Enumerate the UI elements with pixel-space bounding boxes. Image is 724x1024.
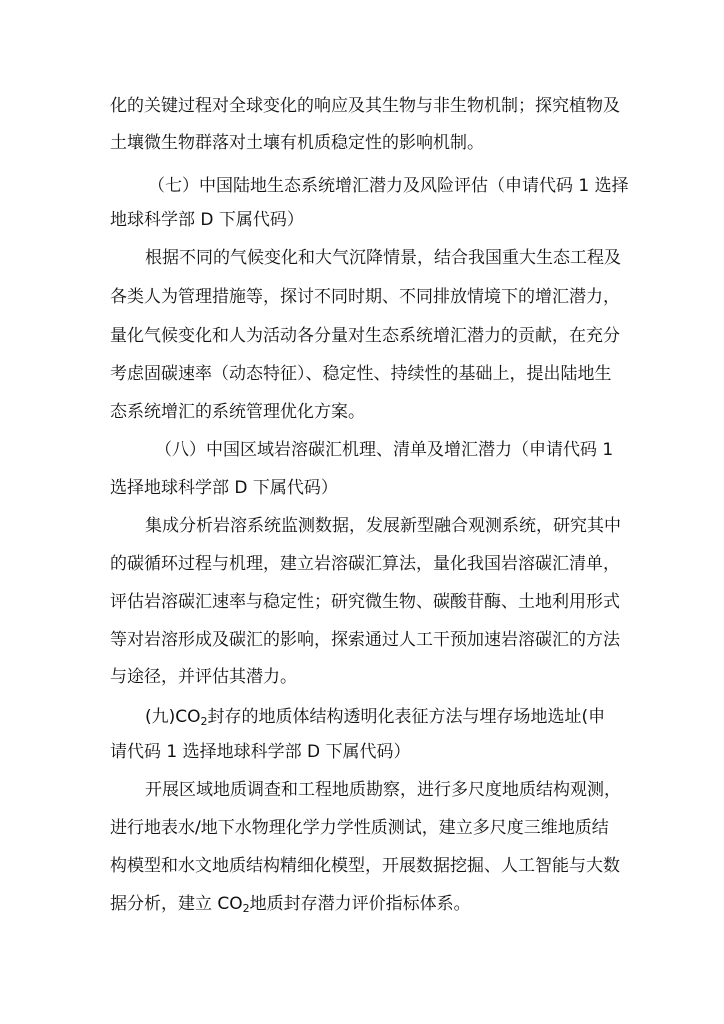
body-text-line: 态系统增汇的系统管理优化方案。 (110, 402, 365, 422)
section-heading-9 (145, 702, 605, 732)
body-text-line: 化的关键过程对全球变化的响应及其生物与非生物机制；探究植物及 (110, 96, 620, 116)
body-text-line: 考虑固碳速率（动态特征）、稳定性、持续性的基础上，提出陆地生 (110, 364, 612, 384)
body-text-line: 评估岩溶碳汇速率与稳定性；研究微生物、碳酸苷酶、土地利用形式 (110, 592, 620, 612)
subscript-2: 2 (200, 715, 208, 728)
subscript-2: 2 (242, 902, 250, 915)
body-text-line: 与途径，并评估其潜力。 (110, 667, 297, 687)
section-heading-7: （七）中国陆地生态系统增汇潜力及风险评估（申请代码 1 选择 (148, 176, 629, 196)
last-line-prefix: 据分析，建立 CO (110, 894, 243, 914)
section-heading-8: （八）中国区域岩溶碳汇机理、清单及增汇潜力（申请代码 1 (155, 440, 614, 460)
heading-9-prefix: (九)CO (145, 707, 201, 727)
section-heading-8-cont: 选择地球科学部 D 下属代码） (110, 478, 338, 498)
section-heading-7-cont: 地球科学部 D 下属代码） (110, 210, 304, 230)
heading-9-rest: 封存的地质体结构透明化表征方法与埋存场地选址(申 (207, 707, 606, 727)
body-text-line: 的碳循环过程与机理，建立岩溶碳汇算法，量化我国岩溶碳汇清单， (110, 554, 620, 574)
body-text-line: 集成分析岩溶系统监测数据，发展新型融合观测系统，研究其中 (145, 516, 621, 536)
body-text-line: 各类人为管理措施等，探讨不同时期、不同排放情境下的增汇潜力， (110, 287, 620, 307)
body-text-line: 等对岩溶形成及碳汇的影响，探索通过人工干预加速岩溶碳汇的方法 (110, 630, 620, 650)
body-text-line (110, 889, 471, 919)
last-line-rest: 地质封存潜力评价指标体系。 (249, 894, 471, 914)
body-text-line: 量化气候变化和人为活动各分量对生态系统增汇潜力的贡献，在充分 (110, 326, 620, 346)
body-text-line: 开展区域地质调查和工程地质勘察，进行多尺度地质结构观测， (145, 780, 621, 800)
body-text-line: 构模型和水文地质结构精细化模型，开展数据挖掘、人工智能与大数 (110, 856, 620, 876)
body-text-line: 根据不同的气候变化和大气沉降情景，结合我国重大生态工程及 (145, 248, 621, 268)
body-text-line: 进行地表水/地下水物理化学力学性质测试，建立多尺度三维地质结 (110, 818, 609, 838)
body-text-line: 土壤微生物群落对土壤有机质稳定性的影响机制。 (110, 133, 484, 153)
section-heading-9-cont: 请代码 1 选择地球科学部 D 下属代码） (110, 742, 411, 762)
